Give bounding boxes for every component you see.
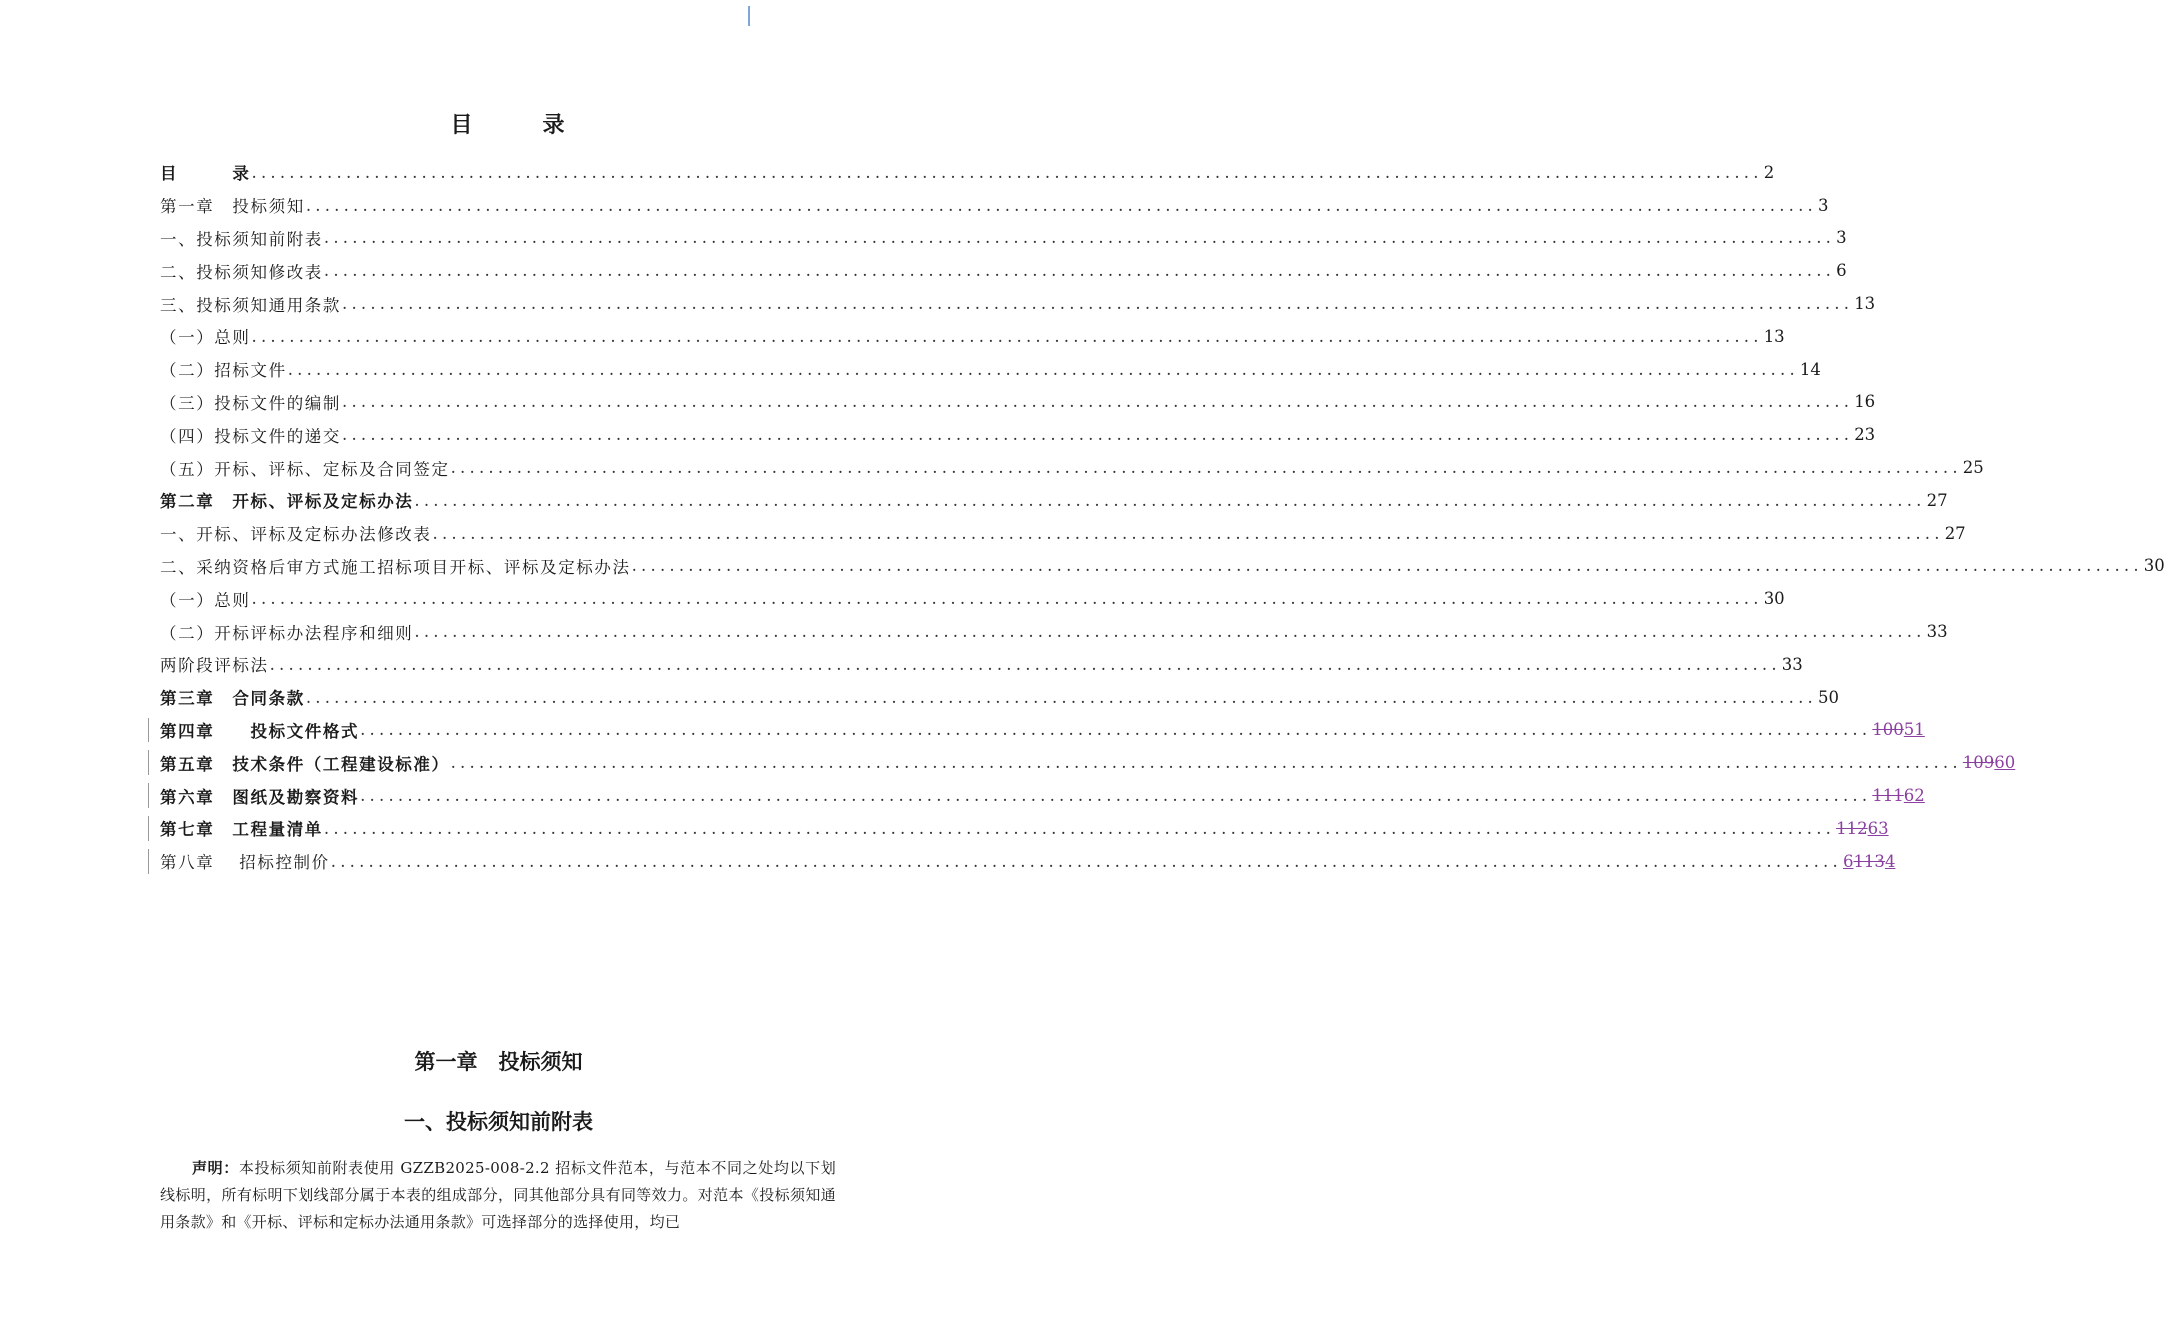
toc-entry[interactable] (160, 615, 1948, 648)
toc-entry-label: 第三章 合同条款 (160, 689, 305, 709)
page-deleted: 112 (1836, 818, 1868, 838)
toc-leader-dots: ................................................................................................................................................................ (360, 786, 1872, 806)
toc-entry[interactable] (160, 320, 1785, 353)
toc-leader-dots: ................................................................................................................................................................ (323, 261, 1836, 281)
toc-entry-label: 一、开标、评标及定标办法修改表 (160, 525, 432, 545)
toc-entry[interactable] (160, 189, 1829, 222)
toc-entry-page: 27 (1926, 490, 1948, 510)
toc-entry-page: 33 (1926, 622, 1948, 642)
toc-entry-label: 第五章 技术条件（工程建设标准） (160, 754, 450, 774)
toc-leader-dots: ................................................................................................................................................................ (269, 654, 1781, 674)
toc-leader-dots: ................................................................................................................................................................ (305, 195, 1817, 215)
toc-leader-dots: ................................................................................................................................................................ (251, 326, 1763, 346)
toc-entry-label: （三）投标文件的编制 (160, 393, 341, 413)
toc-entry-page: 13 (1854, 294, 1876, 314)
toc-entry-page: 16 (1854, 392, 1876, 412)
toc-leader-dots: ................................................................................................................................................................ (251, 162, 1763, 182)
toc-entry-label: 第四章 投标文件格式 (160, 721, 360, 741)
toc-entry[interactable] (160, 222, 1847, 255)
toc-leader-dots: ................................................................................................................................................................ (450, 753, 1962, 773)
toc-entry[interactable] (160, 156, 1775, 189)
toc-entry[interactable] (160, 648, 1803, 681)
page-inserted: 60 (1994, 753, 2016, 773)
toc-title (0, 108, 1017, 139)
toc-leader-dots: ................................................................................................................................................................ (342, 425, 1854, 445)
text-cursor-mark (748, 6, 750, 26)
toc-entry[interactable] (160, 845, 1896, 878)
toc-entry-page: 50 (1818, 687, 1839, 707)
toc-entry[interactable] (160, 517, 1966, 550)
toc-leader-dots: ................................................................................................................................................................ (251, 589, 1763, 609)
toc-leader-dots: ................................................................................................................................................................ (450, 458, 1962, 478)
toc-entry[interactable] (160, 254, 1847, 287)
toc-entry-page: 3 (1818, 195, 1829, 215)
toc-entry-page: 30 (1763, 589, 1785, 609)
toc-entry-page: 23 (1854, 425, 1876, 445)
chapter-heading: 第一章 投标须知 (414, 1050, 583, 1074)
page-inserted-prefix: 6 (1842, 851, 1854, 871)
toc-entry[interactable] (160, 353, 1821, 386)
toc-entry-label: 三、投标须知通用条款 (160, 295, 341, 315)
toc-entry[interactable] (160, 746, 2016, 779)
toc-entry-label: 第二章 开标、评标及定标办法 (160, 492, 414, 512)
toc-entry-page (1963, 753, 2016, 772)
toc-entry-label: 两阶段评标法 (160, 656, 269, 676)
toc-entry[interactable] (160, 550, 2165, 583)
toc-entry-page: 27 (1944, 523, 1966, 543)
toc-leader-dots: ................................................................................................................................................................ (360, 720, 1872, 740)
toc-entry[interactable] (160, 582, 1785, 615)
toc-entry-label: 目 录 (160, 164, 251, 184)
toc-entry-page: 30 (2143, 556, 2165, 576)
toc-entry[interactable] (160, 714, 1925, 747)
toc-entry-label: （二）开标评标办法程序和细则 (160, 623, 414, 643)
toc-entry-label: 第七章 工程量清单 (160, 820, 323, 840)
toc-leader-dots: ................................................................................................................................................................ (330, 851, 1842, 871)
toc-leader-dots: ................................................................................................................................................................ (305, 687, 1817, 707)
table-of-contents (160, 156, 2165, 878)
toc-entry-page (1836, 819, 1889, 838)
toc-entry-label: （四）投标文件的递交 (160, 426, 341, 446)
toc-entry-label: （二）招标文件 (160, 361, 287, 381)
toc-entry-page: 3 (1836, 228, 1847, 248)
statement-paragraph (160, 1155, 836, 1236)
toc-entry[interactable] (160, 484, 1948, 517)
toc-leader-dots: ................................................................................................................................................................ (631, 556, 2143, 576)
toc-entry-label: （一）总则 (160, 590, 251, 610)
toc-entry-label: （一）总则 (160, 328, 251, 348)
section-heading: 一、投标须知前附表 (404, 1110, 593, 1134)
toc-entry-page: 25 (1962, 458, 1984, 478)
page-inserted: 4 (1884, 851, 1896, 871)
toc-entry-label: 二、采纳资格后审方式施工招标项目开标、评标及定标办法 (160, 557, 631, 577)
page-inserted: 51 (1903, 720, 1925, 740)
toc-entry-label: 一、投标须知前附表 (160, 229, 323, 249)
page-deleted: 113 (1853, 851, 1885, 871)
toc-entry-page: 6 (1836, 261, 1847, 281)
toc-entry-label: （五）开标、评标、定标及合同签定 (160, 459, 450, 479)
toc-entry-page (1872, 786, 1925, 805)
toc-entry[interactable] (160, 287, 1876, 320)
page-deleted: 111 (1872, 786, 1904, 806)
toc-entry[interactable] (160, 386, 1876, 419)
toc-entry-page (1843, 852, 1896, 871)
toc-leader-dots: ................................................................................................................................................................ (414, 490, 1926, 510)
toc-leader-dots: ................................................................................................................................................................ (432, 523, 1944, 543)
toc-title-left: 目 (450, 112, 475, 138)
toc-leader-dots: ................................................................................................................................................................ (342, 392, 1854, 412)
toc-leader-dots: ................................................................................................................................................................ (414, 622, 1926, 642)
toc-entry-page (1872, 720, 1925, 739)
toc-entry-page: 33 (1781, 654, 1803, 674)
page-inserted: 63 (1867, 818, 1889, 838)
page-deleted: 100 (1872, 720, 1904, 740)
toc-entry[interactable] (160, 779, 1925, 812)
toc-entry[interactable] (160, 451, 1984, 484)
toc-leader-dots: ................................................................................................................................................................ (323, 228, 1836, 248)
toc-leader-dots: ................................................................................................................................................................ (342, 294, 1854, 314)
toc-entry[interactable] (160, 418, 1876, 451)
statement-body: 本投标须知前附表使用 GZZB2025-008-2.2 招标文件范本，与范本不同之处均以下划线标明，所有标明下划线部分属于本表的组成部分，同其他部分具有同等效力。对范本《投标须知通用条款》和《开标、评标和定标办法通用条款》可选择部分的选择使用，均已 (160, 1159, 836, 1231)
toc-title-right: 录 (542, 112, 567, 138)
toc-leader-dots: ................................................................................................................................................................ (287, 359, 1799, 379)
toc-entry-label: 二、投标须知修改表 (160, 262, 323, 282)
toc-entry[interactable] (160, 681, 1839, 714)
toc-entry-page: 13 (1763, 326, 1785, 346)
page-deleted: 109 (1962, 753, 1995, 773)
statement-lead: 声明： (192, 1159, 239, 1177)
toc-entry-label: 第一章 投标须知 (160, 197, 305, 217)
toc-entry-label: 第六章 图纸及勘察资料 (160, 787, 360, 807)
toc-entry-label: 第八章 招标控制价 (160, 853, 330, 873)
toc-entry-page: 2 (1763, 162, 1775, 182)
toc-entry[interactable] (160, 812, 1889, 845)
page-inserted: 62 (1903, 786, 1925, 806)
toc-leader-dots: ................................................................................................................................................................ (323, 818, 1836, 838)
toc-entry-page: 14 (1799, 359, 1821, 379)
